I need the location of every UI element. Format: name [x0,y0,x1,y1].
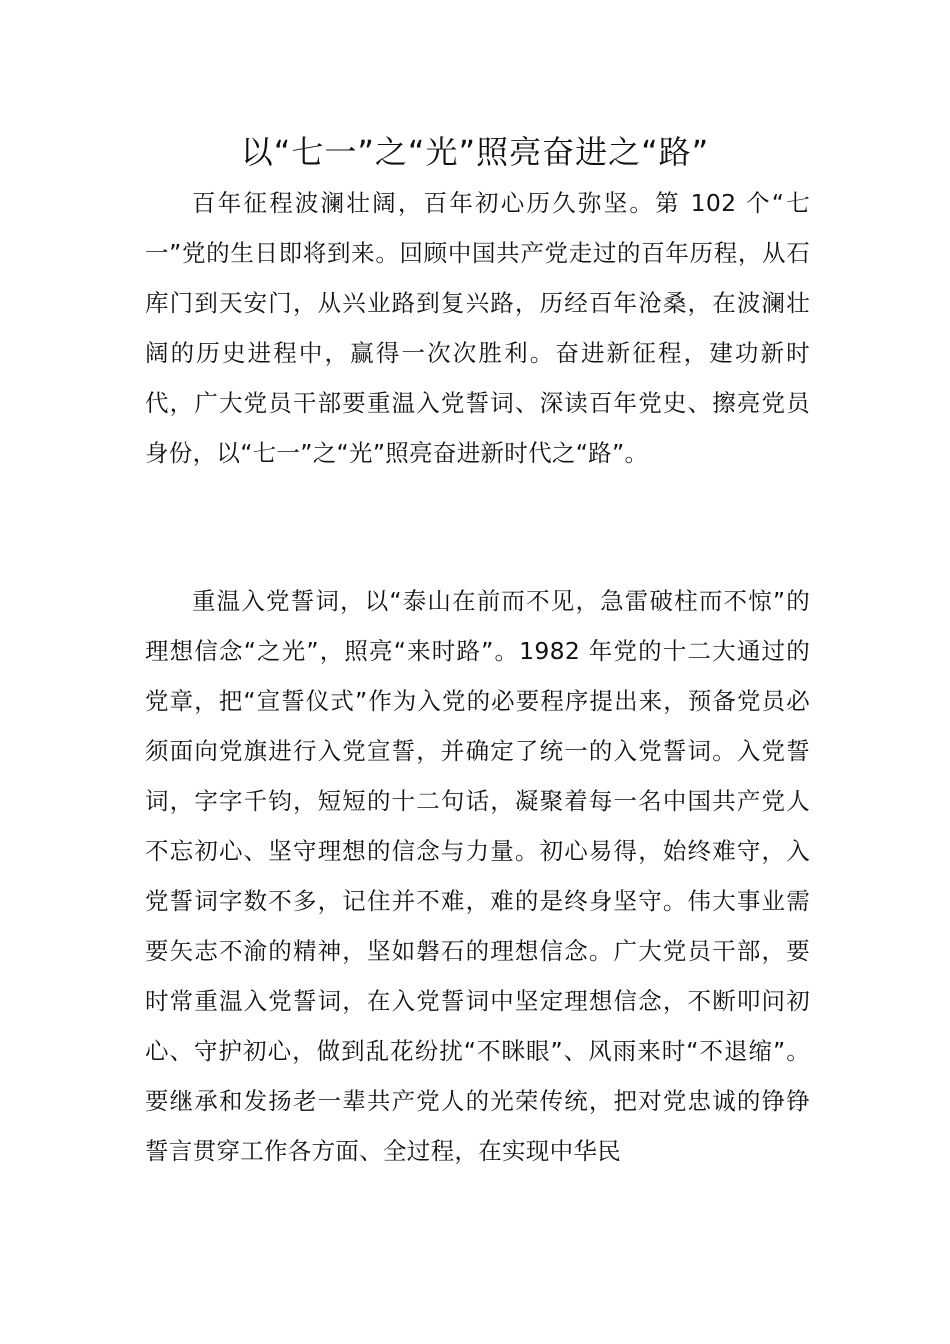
article-title: 以“七一”之“光”照亮奋进之“路” [240,133,710,171]
paragraph-oath: 重温入党誓词，以“泰山在前而不见，急雷破柱而不惊”的理想信念“之光”，照亮“来时路”。1982 年党的十二大通过的党章，把“宣誓仪式”作为入党的必要程序提出来，预备党员必须面向党旗进行入党宣誓，并确定了统一的入党誓词。入党誓词，字字千钧，短短的十二句话，凝聚着每一名中国共产党人不忘初心、坚守理想的信念与力量。初心易得，始终难守，入党誓词字数不多，记住并不难，难的是终身坚守。伟大事业需要矢志不渝的精神，坚如磐石的理想信念。广大党员干部，要时常重温入党誓词，在入党誓词中坚定理想信念，不断叩问初心、守护初心，做到乱花纷扰“不眯眼”、风雨来时“不退缩”。要继承和发扬老一辈共产党人的光荣传统，把对党忠诚的铮铮誓言贯穿工作各方面、全过程，在实现中华民 [145,587,810,1165]
paragraph-intro: 百年征程波澜壮阔，百年初心历久弥坚。第 102 个“七一”党的生日即将到来。回顾中国共产党走过的百年历程，从石库门到天安门，从兴业路到复兴路，历经百年沧桑，在波澜壮阔的历史进程中，赢得一次次胜利。奋进新征程，建功新时代，广大党员干部要重温入党誓词、深读百年党史、擦亮党员身份，以“七一”之“光”照亮奋进新时代之“路”。 [145,189,810,467]
